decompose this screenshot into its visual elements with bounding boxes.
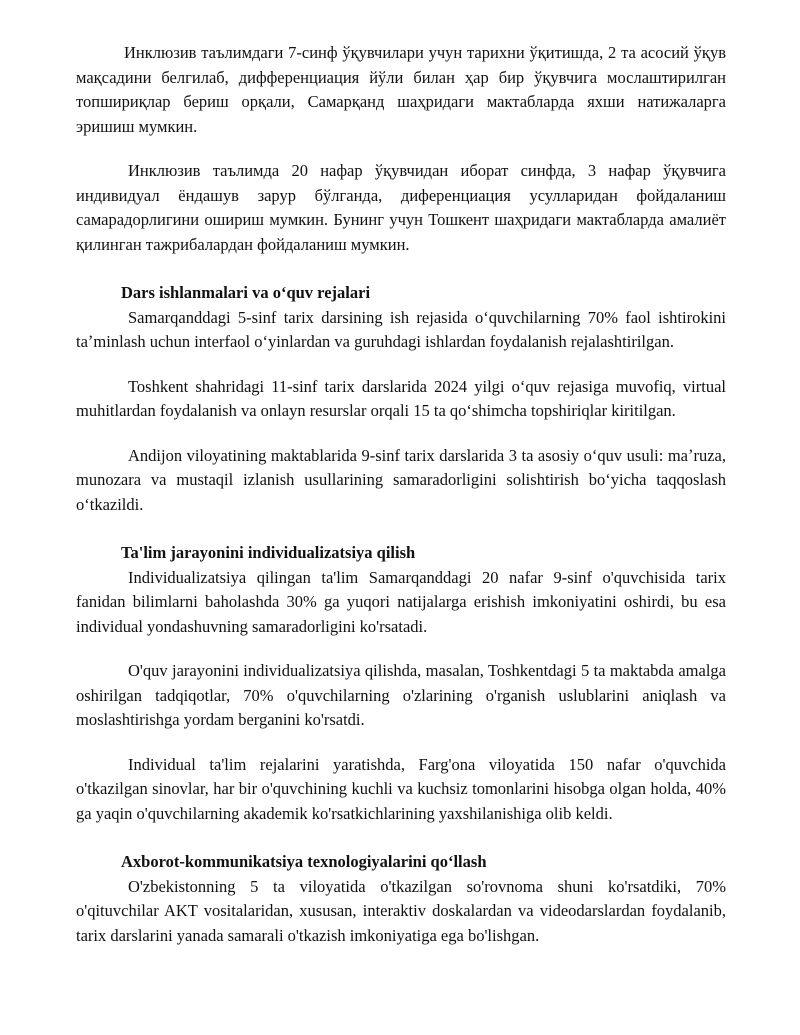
paragraph-ict-1: O'zbekistonning 5 ta viloyatida o'tkazilgan so'rovnoma shuni ko'rsatdiki, 70% o'qituvchilar AKT vositalaridan, xususan, interaktiv doskalardan va videodarslardan foydalanib, tarix darslarini yanada samarali o'tkazish imkoniyatiga ega bo'lishgan. — [76, 876, 726, 945]
paragraph-individualization-3: Individual ta'lim rejalarini yaratishda, Farg'ona viloyatida 150 nafar o'quvchida o'tkazilgan sinovlar, har bir o'quvchining kuchli va kuchsiz tomonlarini hisobga olgan holda, 40% ga yaqin o'quvchilarning akademik ko'rsatkichlarining yaxshilanishiga olib keldi. — [76, 754, 726, 823]
section-heading-individualization: Ta'lim jarayonini individualizatsiya qilish — [121, 543, 416, 562]
paragraph-individualization-2: O'quv jarayonini individualizatsiya qilishda, masalan, Toshkentdagi 5 ta maktabda amalga oshirilgan tadqiqotlar, 70% o'quvchilarning o'zlarining o'rganish uslublarini aniqlash va moslashtirishga yordam berganini ko'rsatdi. — [76, 661, 726, 729]
section-heading-lesson-plans: Dars ishlanmalari va oʻquv rejalari — [121, 283, 371, 302]
paragraph-lesson-plans-3: Andijon viloyatining maktablarida 9-sinf tarix darslarida 3 ta asosiy oʻquv usuli: maʼruza, munozara va mustaqil izlanish usullarining samaradorligini solishtirish boʻyicha taqqoslash oʻtkazildi. — [76, 445, 726, 514]
paragraph-lesson-plans-2: Toshkent shahridagi 11-sinf tarix darslarida 2024 yilgi oʻquv rejasiga muvofiq, virtual muhitlardan foydalanish va onlayn resurslar orqali 15 ta qoʻshimcha topshiriqlar kiritilgan. — [76, 376, 726, 420]
paragraph-intro-2: Инклюзив таълимда 20 нафар ўқувчидан иборат синфда, 3 нафар ўқувчига индивидуал ёндашув зарур бўлганда, диференциация усулларидан фойдаланиш самарадорлигини ошириш мумкин. Бунинг учун Тошкент шаҳридаги мактабларда амалиёт қилинган тажрибалардан фойдаланиш мумкин. — [76, 161, 726, 254]
section-heading-ict: Axborot-kommunikatsiya texnologiyalarini qoʻllash — [121, 852, 487, 871]
document-page — [76, 41, 726, 948]
paragraph-individualization-1: Individualizatsiya qilingan ta'lim Samarqanddagi 20 nafar 9-sinf o'quvchisida tarix fanidan bilimlarni baholashda 30% ga yuqori natijalarga erishish imkoniyatini oshirdi, bu esa individual yondashuvning samaradorligini ko'rsatadi. — [76, 567, 726, 636]
paragraph-intro-1: Инклюзив таълимдаги 7-синф ўқувчилари учун тарихни ўқитишда, 2 та асосий ўқув мақсадини белгилаб, дифференциация йўли билан ҳар бир ўқувчига мослаштирилган топшириқлар бериш орқали, Самарқанд шаҳридаги мактабларда яхши натижаларга эришиш мумкин. — [76, 43, 726, 136]
paragraph-lesson-plans-1: Samarqanddagi 5-sinf tarix darsining ish rejasida oʻquvchilarning 70% faol ishtirokini taʼminlash uchun interfaol oʻyinlardan va guruhdagi ishlardan foydalanish rejalashtirilgan. — [76, 307, 726, 351]
